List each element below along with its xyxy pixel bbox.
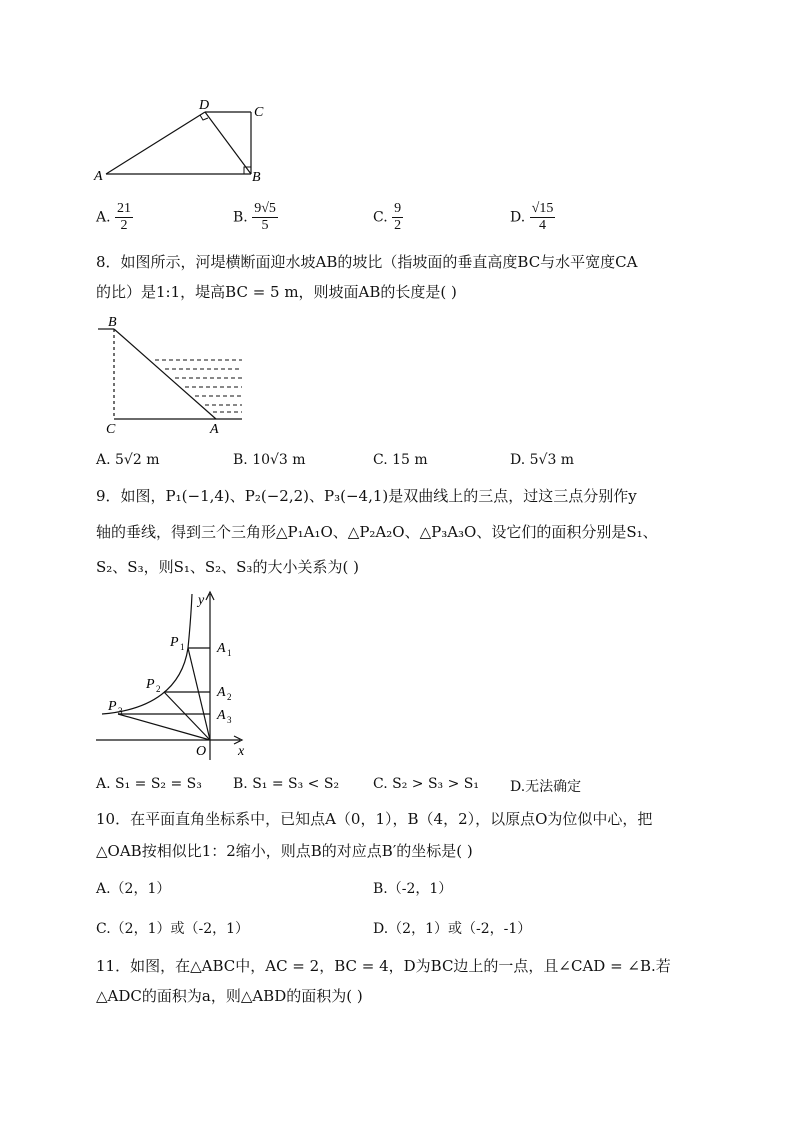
q9-line-1: 9．如图，P₁(−1,4)、P₂(−2,2)、P₃(−4,1)是双曲线上的三点，过这三点分别作y (96, 487, 637, 505)
q8-option-d: D. 5√3 m (510, 452, 575, 468)
q7-option-a-fraction: $\frac{21}{2}$ (117, 201, 132, 233)
q9-label-P1: P (170, 635, 179, 650)
q11-line-1: 11．如图，在△ABC中，AC = 2，BC = 4，D为BC边上的一点，且∠CAD = ∠B.若 (96, 957, 671, 975)
q9-sub-A2: 2 (227, 692, 232, 702)
q7-option-a: A. $\frac{21}{2}$ (96, 201, 132, 233)
q7-option-b-fraction: $\frac{9√5}{5}$ (254, 201, 276, 233)
q8-label-A: A (210, 422, 219, 437)
q9-sub-P3: 3 (118, 706, 123, 716)
q7-label-C: C (254, 105, 264, 120)
q7-option-d-fraction: $\frac{√15}{4}$ (531, 201, 554, 233)
q10-line-1: 10．在平面直角坐标系中，已知点A（0，1），B（4，2），以原点O为位似中心，把 (96, 810, 653, 828)
q11-line-2: △ADC的面积为a，则△ABD的面积为( ) (96, 987, 363, 1005)
q9-label-O: O (196, 744, 207, 759)
q10-option-c: C.（2，1）或（-2，1） (96, 921, 250, 937)
q7-figure (90, 92, 280, 187)
q8-line-1: 8．如图所示，河堤横断面迎水坡AB的坡比（指坡面的垂直高度BC与水平宽度CA (96, 253, 638, 271)
q9-label-y: y (198, 593, 205, 608)
q7-option-d: D. $\frac{√15}{4}$ (510, 201, 554, 233)
q7-option-b: B. $\frac{9√5}{5}$ (233, 201, 276, 233)
q7-label-B: B (252, 170, 261, 185)
q8-figure (92, 312, 252, 437)
q7-option-c: C. $\frac{9}{2}$ (373, 201, 402, 233)
q10-option-d: D.（2，1）或（-2，-1） (373, 921, 532, 937)
q7-option-c-fraction: $\frac{9}{2}$ (394, 201, 402, 233)
q8-option-b: B. 10√3 m (233, 452, 306, 468)
q9-line-3: S₂、S₃，则S₁、S₂、S₃的大小关系为( ) (96, 558, 359, 576)
q9-label-P2: P (146, 677, 155, 692)
q9-label-P3: P (108, 699, 117, 714)
q9-sub-A3: 3 (227, 715, 232, 725)
q9-sub-P1: 1 (180, 642, 185, 652)
q10-line-2: △OAB按相似比1：2缩小，则点B的对应点B′的坐标是( ) (96, 842, 473, 860)
q8-label-B: B (108, 315, 117, 330)
q7-label-A: A (94, 169, 103, 184)
q10-option-b: B.（-2，1） (373, 881, 453, 897)
q9-sub-A1: 1 (227, 648, 232, 658)
q9-label-x: x (238, 744, 245, 759)
q8-line-2: 的比）是1:1，堤高BC = 5 m，则坡面AB的长度是( ) (96, 283, 457, 301)
q9-line-2: 轴的垂线，得到三个三角形△P₁A₁O、△P₂A₂O、△P₃A₃O、设它们的面积分别是S₁、 (96, 523, 658, 541)
q9-label-A2: A (217, 685, 226, 700)
q8-option-a: A. 5√2 m (96, 452, 160, 468)
q9-option-b: B. S₁ = S₃ < S₂ (233, 776, 340, 792)
q9-label-A3: A (217, 708, 226, 723)
q9-figure (92, 588, 262, 763)
q8-option-c: C. 15 m (373, 452, 428, 468)
q8-label-C: C (106, 422, 116, 437)
q9-option-a: A. S₁ = S₂ = S₃ (96, 776, 202, 792)
q9-option-d: D.无法确定 (510, 779, 582, 795)
q9-option-c: C. S₂ > S₃ > S₁ (373, 776, 479, 792)
q9-sub-P2: 2 (156, 684, 161, 694)
q9-label-A1: A (217, 641, 226, 656)
q7-label-D: D (199, 98, 210, 113)
q10-option-a: A.（2，1） (96, 881, 171, 897)
